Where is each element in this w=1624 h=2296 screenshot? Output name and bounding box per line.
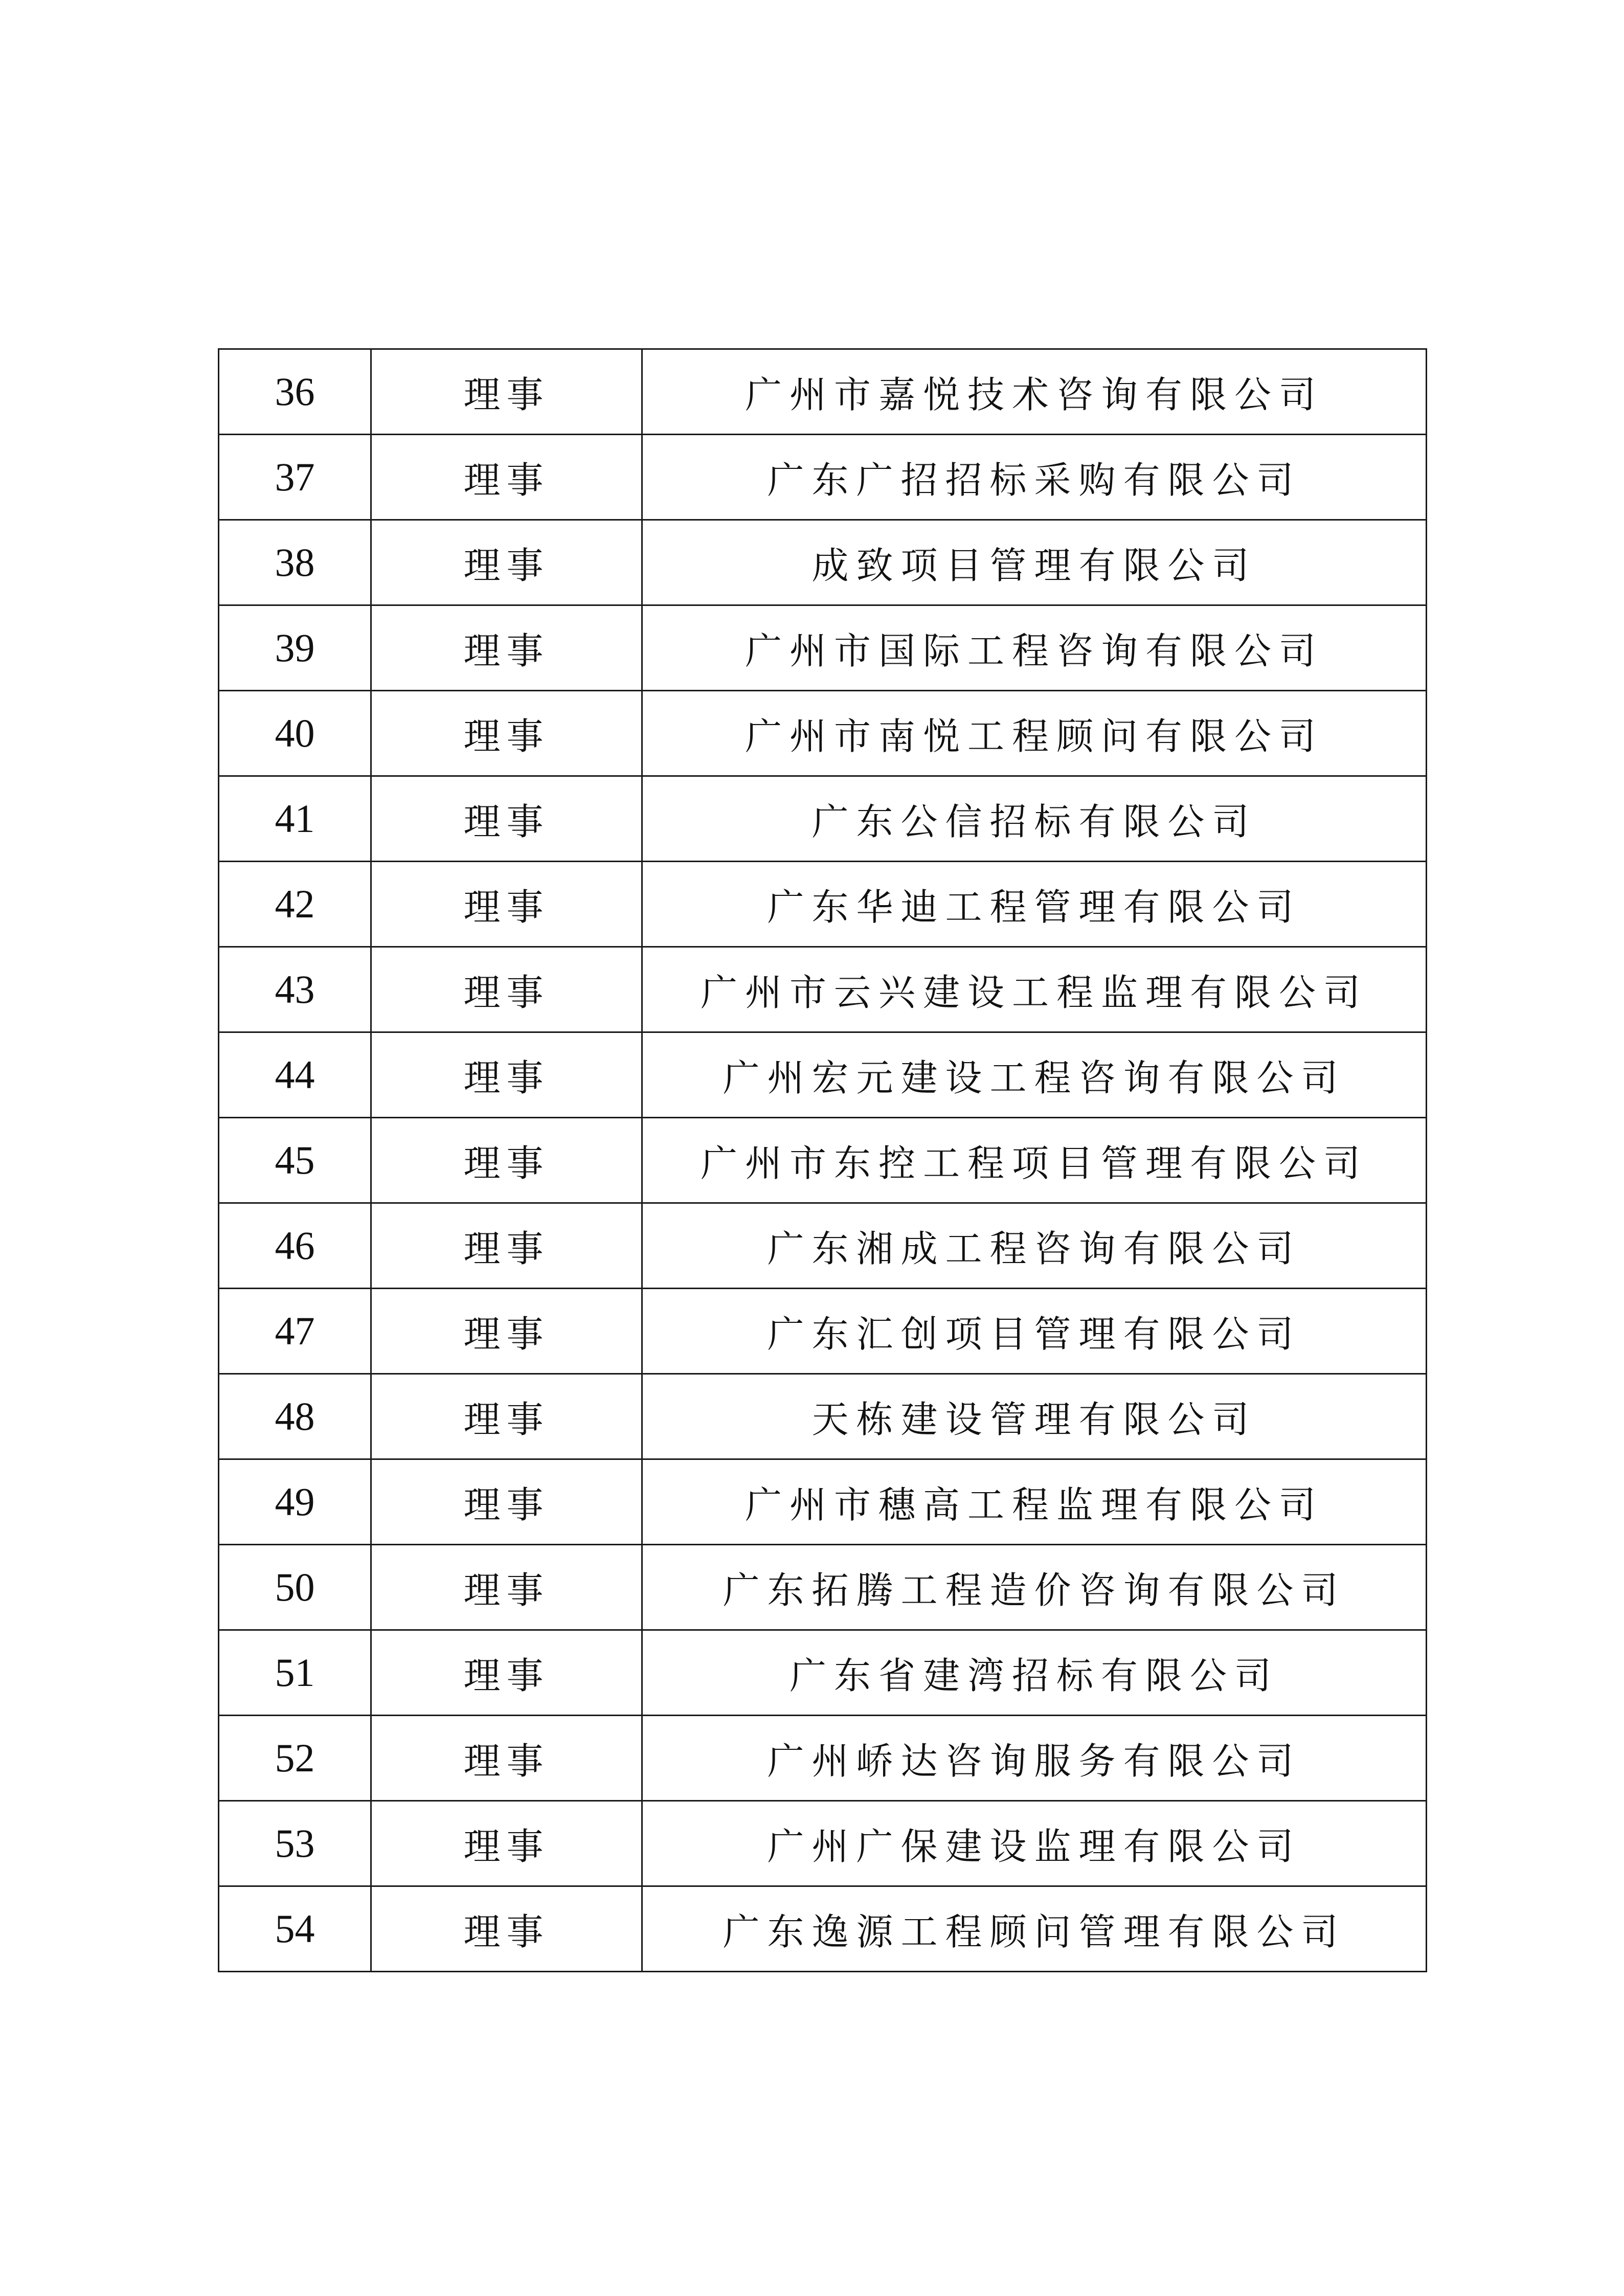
company-name: 广州市东控工程项目管理有限公司 bbox=[700, 1142, 1368, 1185]
row-number: 52 bbox=[275, 1736, 315, 1780]
role-cell bbox=[371, 1716, 642, 1801]
role-cell bbox=[371, 862, 642, 947]
member-role: 理事 bbox=[463, 544, 550, 587]
row-number: 54 bbox=[275, 1906, 315, 1951]
row-number-cell bbox=[219, 1374, 371, 1459]
company-cell bbox=[642, 1118, 1427, 1203]
row-number: 50 bbox=[275, 1565, 315, 1609]
row-number-cell bbox=[219, 691, 371, 776]
table-row bbox=[219, 947, 1427, 1032]
table-row bbox=[219, 1716, 1427, 1801]
table-row bbox=[219, 1801, 1427, 1886]
row-number: 45 bbox=[275, 1138, 315, 1182]
company-cell bbox=[642, 1801, 1427, 1886]
table-row bbox=[219, 1630, 1427, 1716]
member-role: 理事 bbox=[463, 1825, 550, 1868]
company-name: 广东汇创项目管理有限公司 bbox=[767, 1313, 1301, 1356]
company-name: 广东广招招标采购有限公司 bbox=[767, 459, 1301, 502]
role-cell bbox=[371, 349, 642, 435]
role-cell bbox=[371, 1886, 642, 1972]
role-cell bbox=[371, 1032, 642, 1118]
member-role: 理事 bbox=[463, 459, 550, 502]
table-row bbox=[219, 520, 1427, 605]
table-row bbox=[219, 605, 1427, 691]
company-cell bbox=[642, 947, 1427, 1032]
table-row bbox=[219, 1886, 1427, 1972]
row-number: 39 bbox=[275, 625, 315, 670]
row-number-cell bbox=[219, 947, 371, 1032]
member-role: 理事 bbox=[463, 971, 550, 1014]
table-body bbox=[219, 349, 1427, 1972]
role-cell bbox=[371, 947, 642, 1032]
member-role: 理事 bbox=[463, 1142, 550, 1185]
member-role: 理事 bbox=[463, 373, 550, 416]
row-number-cell bbox=[219, 1545, 371, 1630]
company-name: 广州市嘉悦技术咨询有限公司 bbox=[745, 373, 1323, 416]
member-role: 理事 bbox=[463, 1569, 550, 1612]
member-role: 理事 bbox=[463, 800, 550, 843]
company-cell bbox=[642, 349, 1427, 435]
row-number-cell bbox=[219, 435, 371, 520]
role-cell bbox=[371, 1459, 642, 1545]
row-number-cell bbox=[219, 1716, 371, 1801]
row-number: 47 bbox=[275, 1309, 315, 1353]
role-cell bbox=[371, 1374, 642, 1459]
row-number-cell bbox=[219, 520, 371, 605]
company-cell bbox=[642, 1716, 1427, 1801]
member-role: 理事 bbox=[463, 1227, 550, 1270]
role-cell bbox=[371, 435, 642, 520]
row-number: 49 bbox=[275, 1479, 315, 1524]
row-number: 42 bbox=[275, 882, 315, 926]
company-name: 广州市云兴建设工程监理有限公司 bbox=[700, 971, 1368, 1014]
row-number: 46 bbox=[275, 1223, 315, 1268]
company-name: 广州峤达咨询服务有限公司 bbox=[767, 1740, 1301, 1783]
company-cell bbox=[642, 1886, 1427, 1972]
company-name: 广州市穗高工程监理有限公司 bbox=[745, 1483, 1323, 1526]
company-name: 广州宏元建设工程咨询有限公司 bbox=[723, 1056, 1346, 1099]
member-role: 理事 bbox=[463, 1483, 550, 1526]
table-row bbox=[219, 1289, 1427, 1374]
role-cell bbox=[371, 520, 642, 605]
member-role: 理事 bbox=[463, 1056, 550, 1099]
company-name: 广东湘成工程咨询有限公司 bbox=[767, 1227, 1301, 1270]
company-name: 广东省建湾招标有限公司 bbox=[789, 1654, 1279, 1697]
company-name: 广东拓腾工程造价咨询有限公司 bbox=[723, 1569, 1346, 1612]
company-cell bbox=[642, 1289, 1427, 1374]
row-number-cell bbox=[219, 776, 371, 862]
company-name: 广东华迪工程管理有限公司 bbox=[767, 886, 1301, 929]
row-number-cell bbox=[219, 605, 371, 691]
company-cell bbox=[642, 520, 1427, 605]
row-number-cell bbox=[219, 1289, 371, 1374]
role-cell bbox=[371, 1545, 642, 1630]
row-number-cell bbox=[219, 1032, 371, 1118]
row-number: 53 bbox=[275, 1821, 315, 1865]
role-cell bbox=[371, 1630, 642, 1716]
company-cell bbox=[642, 862, 1427, 947]
table-row bbox=[219, 1118, 1427, 1203]
role-cell bbox=[371, 1801, 642, 1886]
row-number: 40 bbox=[275, 711, 315, 755]
role-cell bbox=[371, 1203, 642, 1289]
row-number: 44 bbox=[275, 1052, 315, 1097]
table-row bbox=[219, 435, 1427, 520]
company-cell bbox=[642, 435, 1427, 520]
row-number-cell bbox=[219, 862, 371, 947]
row-number: 41 bbox=[275, 796, 315, 841]
row-number: 36 bbox=[275, 369, 315, 414]
role-cell bbox=[371, 605, 642, 691]
row-number: 48 bbox=[275, 1394, 315, 1438]
role-cell bbox=[371, 691, 642, 776]
company-name: 成致项目管理有限公司 bbox=[811, 544, 1257, 587]
role-cell bbox=[371, 776, 642, 862]
row-number-cell bbox=[219, 1118, 371, 1203]
table-row bbox=[219, 1459, 1427, 1545]
role-cell bbox=[371, 1118, 642, 1203]
company-name: 广州市国际工程咨询有限公司 bbox=[745, 629, 1323, 672]
company-cell bbox=[642, 1032, 1427, 1118]
table-row bbox=[219, 862, 1427, 947]
row-number-cell bbox=[219, 1459, 371, 1545]
member-role: 理事 bbox=[463, 629, 550, 672]
member-role: 理事 bbox=[463, 1910, 550, 1953]
row-number-cell bbox=[219, 1203, 371, 1289]
table-row bbox=[219, 349, 1427, 435]
company-cell bbox=[642, 1459, 1427, 1545]
row-number-cell bbox=[219, 1886, 371, 1972]
row-number: 43 bbox=[275, 967, 315, 1011]
company-cell bbox=[642, 691, 1427, 776]
table-row bbox=[219, 1545, 1427, 1630]
member-role: 理事 bbox=[463, 1313, 550, 1356]
row-number: 38 bbox=[275, 540, 315, 584]
company-cell bbox=[642, 1545, 1427, 1630]
member-role: 理事 bbox=[463, 1654, 550, 1697]
member-role: 理事 bbox=[463, 886, 550, 929]
company-cell bbox=[642, 1630, 1427, 1716]
company-cell bbox=[642, 776, 1427, 862]
company-name: 广东公信招标有限公司 bbox=[811, 800, 1257, 843]
row-number-cell bbox=[219, 1630, 371, 1716]
member-role: 理事 bbox=[463, 1398, 550, 1441]
company-name: 天栋建设管理有限公司 bbox=[811, 1398, 1257, 1441]
company-cell bbox=[642, 605, 1427, 691]
row-number-cell bbox=[219, 1801, 371, 1886]
table-row bbox=[219, 691, 1427, 776]
table-row bbox=[219, 776, 1427, 862]
table-row bbox=[219, 1032, 1427, 1118]
row-number: 51 bbox=[275, 1650, 315, 1695]
row-number: 37 bbox=[275, 455, 315, 499]
member-role: 理事 bbox=[463, 715, 550, 758]
role-cell bbox=[371, 1289, 642, 1374]
member-list-table bbox=[218, 348, 1427, 1972]
table-row bbox=[219, 1203, 1427, 1289]
table-row bbox=[219, 1374, 1427, 1459]
company-cell bbox=[642, 1203, 1427, 1289]
company-name: 广州市南悦工程顾问有限公司 bbox=[745, 715, 1323, 758]
row-number-cell bbox=[219, 349, 371, 435]
company-name: 广东逸源工程顾问管理有限公司 bbox=[723, 1910, 1346, 1953]
company-cell bbox=[642, 1374, 1427, 1459]
member-role: 理事 bbox=[463, 1740, 550, 1783]
company-name: 广州广保建设监理有限公司 bbox=[767, 1825, 1301, 1868]
